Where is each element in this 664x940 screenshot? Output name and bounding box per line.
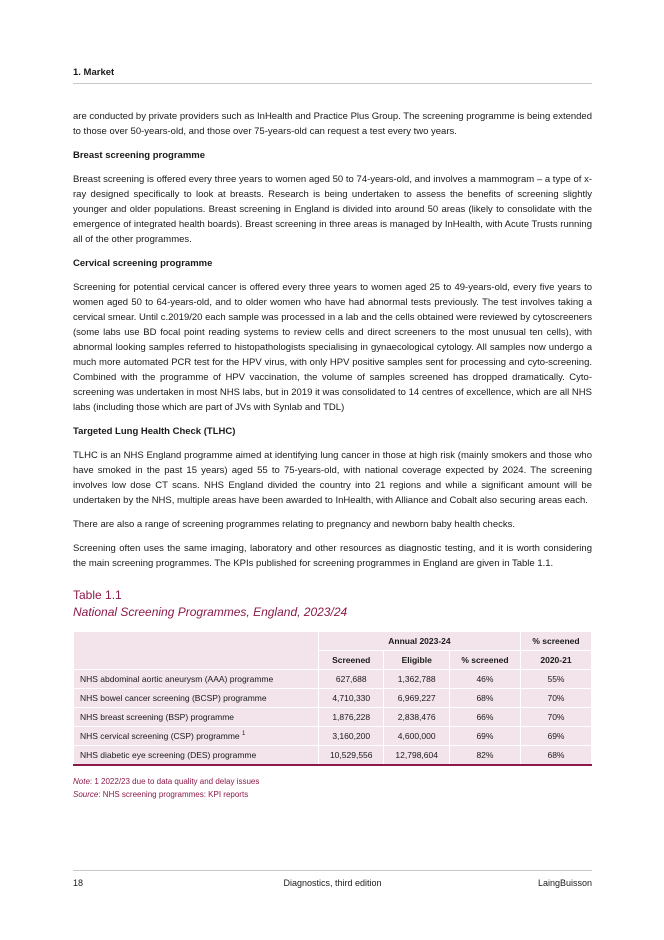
cell-prev: 68% <box>520 746 591 766</box>
table-header-row <box>74 632 592 651</box>
cell-eligible: 6,969,227 <box>384 689 449 708</box>
table-corner-cell <box>74 632 319 670</box>
cell-eligible: 4,600,000 <box>384 727 449 746</box>
row-label: NHS diabetic eye screening (DES) programme <box>74 746 319 766</box>
cell-prev: 69% <box>520 727 591 746</box>
breast-paragraph: Breast screening is offered every three years to women aged 50 to 74-years-old, and involves a mammogram – a type of x-ray designed specifically to look at breasts. Research is being undertaken to assess the benefits of screening slightly younger and older populations. Breast screening in England is divided into around 50 areas (likely to consolidate with the emergence of integrated health boards). Breast screening in three areas is managed by InHealth, with Acute Trusts running all of the other programmes. <box>73 174 592 245</box>
table-note: Note: 1 2022/23 due to data quality and delay issues <box>73 777 260 786</box>
cell-screened: 1,876,228 <box>319 708 384 727</box>
col-header-prev: 2020-21 <box>520 651 591 670</box>
cell-pct: 69% <box>449 727 520 746</box>
cell-screened: 627,688 <box>319 670 384 689</box>
col-header-pct: % screened <box>449 651 520 670</box>
row-label: NHS bowel cancer screening (BCSP) programme <box>74 689 319 708</box>
row-label: NHS cervical screening (CSP) programme $^1$ <box>74 727 319 746</box>
cell-screened: 4,710,330 <box>319 689 384 708</box>
running-header: 1. Market <box>73 67 592 84</box>
cervical-heading: Cervical screening programme <box>73 258 213 269</box>
page-number: 18 <box>73 878 84 888</box>
intro-paragraph: are conducted by private providers such as InHealth and Practice Plus Group. The screening programme is being extended to those over 50-years-old, and those over 75-years-old can request a test every two years. <box>73 111 592 137</box>
breast-heading: Breast screening programme <box>73 150 205 161</box>
cell-prev: 55% <box>520 670 591 689</box>
cell-pct: 46% <box>449 670 520 689</box>
main-content <box>73 109 592 801</box>
table-source: Source: NHS screening programmes: KPI reports <box>73 790 249 799</box>
kpi-paragraph: Screening often uses the same imaging, laboratory and other resources as diagnostic testing, and it is worth considering the main screening programmes. The KPIs published for screening programmes in England are given in Table 1.1. <box>73 543 592 569</box>
table-row <box>74 708 592 727</box>
cervical-paragraph: Screening for potential cervical cancer is offered every three years to women aged 25 to 49-years-old, every five years to women aged 50 to 64-years-old, and to older women who have had abnormal tests previously. The test involves taking a cervical smear. Until c.2019/20 each sample was processed in a lab and the cells obtained were reviewed by cytoscreeners (some labs use BD focal point reading systems to review cells and direct screeners to the most unusual ten cells), with abnormal looking samples referred to histopathologists specialising in gynaecological cytology. All samples now undergo a much more automated PCR test for the HPV virus, with only HPV positive samples sent for processing and cyto-screening. Combined with the programme of HPV vaccination, the volume of samples screened has dropped dramatically. Cyto-screening was undertaken in most NHS labs, but in 2019 it was consolidated to 14 centres of excellence, which are all NHS labs (including those which are part of JVs with Synlab and TDL) <box>73 282 592 413</box>
cell-eligible: 2,838,476 <box>384 708 449 727</box>
cell-prev: 70% <box>520 689 591 708</box>
tlhc-heading: Targeted Lung Health Check (TLHC) <box>73 426 236 437</box>
cell-eligible: 12,798,604 <box>384 746 449 766</box>
cell-screened: 3,160,200 <box>319 727 384 746</box>
row-label: NHS abdominal aortic aneurysm (AAA) programme <box>74 670 319 689</box>
col-header-eligible: Eligible <box>384 651 449 670</box>
row-label: NHS breast screening (BSP) programme <box>74 708 319 727</box>
tlhc-paragraph: TLHC is an NHS England programme aimed at identifying lung cancer in those at high risk (mainly smokers and those who have smoked in the past 15 years) aged 55 to 75-years-old, with national coverage expected by 2024. The screening involves low dose CT scans. NHS England divided the country into 21 regions and while a significant amount will be undertaken by the NHS, multiple areas have been awarded to InHealth, with Alliance and Cobalt also securing areas each. <box>73 450 592 506</box>
pregnancy-paragraph: There are also a range of screening programmes relating to pregnancy and newborn baby health checks. <box>73 519 516 530</box>
table-row <box>74 727 592 746</box>
page-footer <box>73 870 592 888</box>
group-header-annual: Annual 2023-24 <box>319 632 521 651</box>
table-row <box>74 670 592 689</box>
publisher-name: LaingBuisson <box>537 878 592 888</box>
cell-prev: 70% <box>520 708 591 727</box>
cell-pct: 68% <box>449 689 520 708</box>
footnote-marker: 1 <box>242 731 246 738</box>
table-title: National Screening Programmes, England, 2023/24 <box>73 605 348 619</box>
table-label: Table 1.1 <box>73 588 122 602</box>
screening-table <box>73 631 592 766</box>
col-header-screened: Screened <box>319 651 384 670</box>
group-header-pct: % screened <box>520 632 591 651</box>
table-row <box>74 689 592 708</box>
cell-eligible: 1,362,788 <box>384 670 449 689</box>
cell-pct: 66% <box>449 708 520 727</box>
publication-title: Diagnostics, third edition <box>283 878 382 888</box>
table-notes <box>73 775 592 801</box>
cell-screened: 10,529,556 <box>319 746 384 766</box>
cell-pct: 82% <box>449 746 520 766</box>
table-row <box>74 746 592 766</box>
